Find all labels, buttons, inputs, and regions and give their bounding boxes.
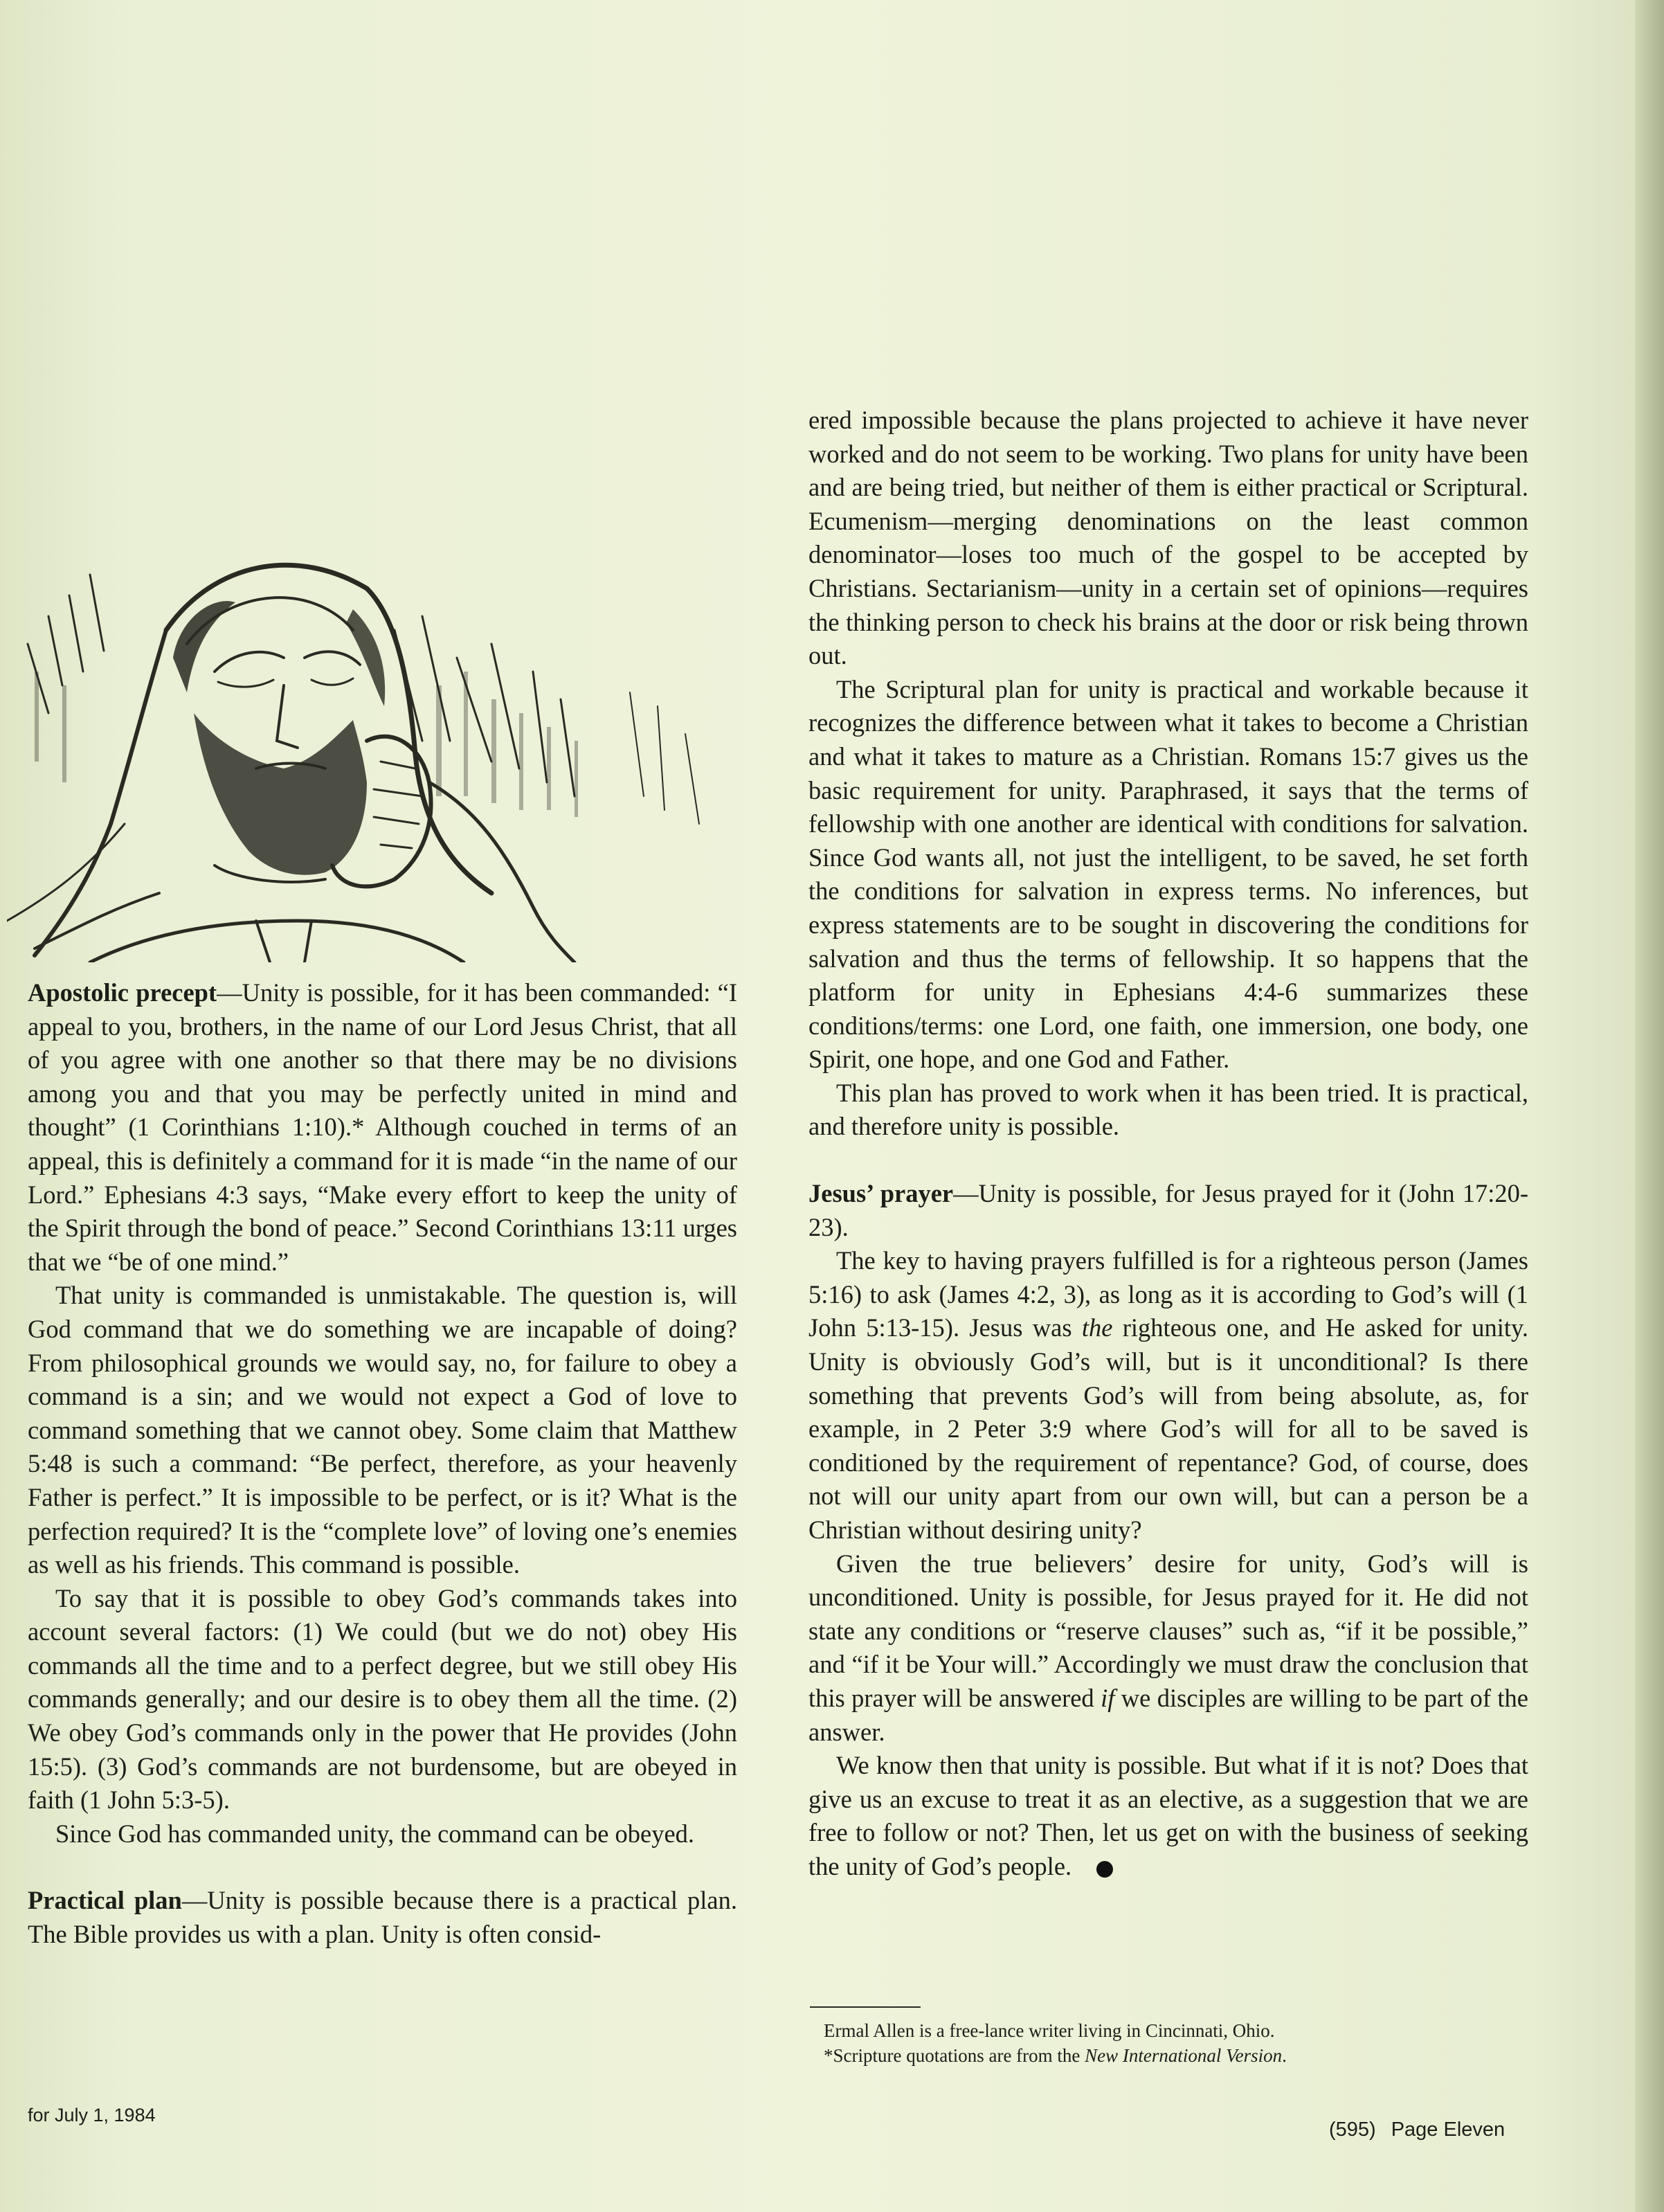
paragraph: This plan has proved to work when it has been tried. It is practical, and therefore unity is possible. bbox=[808, 1078, 1528, 1141]
bleed-through-byline bbox=[588, 312, 934, 346]
page-number bbox=[1329, 2119, 1520, 2141]
paragraph bbox=[28, 1884, 737, 1951]
paragraph-text: The key to having prayers fulfilled is for a righteous person (James 5:16) to ask (James 4:2, 3), as long as it is according to God’s will (1 John 5:13-15). Jesus was bbox=[808, 1246, 1528, 1342]
note-text: *Scripture quotations are from the bbox=[824, 2045, 1085, 2066]
emphasis: if bbox=[1101, 1683, 1115, 1712]
left-column bbox=[28, 976, 737, 1952]
paragraph: That unity is commanded is unmistakable. The question is, will God command that we do something we are incapable of doing? From philosophical grounds we would say, no, for failure to obey a command is a sin; and we would not expect a God of love to command something that we cannot obey. Some claim that Matthew 5:48 is such a command: “Be perfect, therefore, as your heavenly Father is perfect.” It is impossible to be perfect, or is it? What is the perfection required? It is the “complete love” of loving one’s enemies as well as his friends. This command is possible. bbox=[28, 1281, 737, 1579]
paragraph: Since God has commanded unity, the command can be obeyed. bbox=[55, 1819, 695, 1848]
issue-date: for July 1, 1984 bbox=[28, 2105, 156, 2125]
paragraph bbox=[808, 1244, 1528, 1547]
praying-figure-illustration bbox=[7, 533, 775, 962]
paragraph bbox=[808, 1749, 1528, 1883]
paragraph-text: Given the true believers’ desire for unity, God’s will is unconditioned. Unity is possible, for Jesus prayed for it. He did not state any conditions or “reserve clauses” such as, “if it be possible,” and “if it be Your will.” Accordingly we must draw the conclusion that this prayer will be answered bbox=[808, 1549, 1528, 1712]
paragraph-text: righteous one, and He asked for unity. Unity is obviously God’s will, but is it unconditional? Is there something that prevents God’s will from being absolute, as, for example, in 2 Peter 3:9 where God’s will for all to be saved is conditioned by the requirement of repentance? God, of course, does not will our unity apart from our own will, but can a person be a Christian without desiring unity? bbox=[808, 1313, 1528, 1544]
paragraph-text: —Unity is possible, for Jesus prayed for it (John 17:20-23). bbox=[808, 1179, 1528, 1241]
bleed-through-subtitle bbox=[346, 208, 1246, 263]
page-spine-edge bbox=[1635, 0, 1664, 2212]
bleed-through-title bbox=[83, 48, 1191, 132]
paragraph-text: We know then that unity is possible. But what if it is not? Does that give us an excuse to treat it as an elective, as a suggestion that we are free to follow or not? Then, let us get on with the business of seeking the unity of God’s people. bbox=[808, 1751, 1528, 1880]
emphasis: the bbox=[1081, 1313, 1113, 1342]
scripture-note bbox=[824, 2043, 1516, 2068]
paragraph: To say that it is possible to obey God’s commands takes into account several factors: (1) We could (but we do not) obey His commands all the time and to a perfect degree, but we still obey His commands generally; and our desire is to obey them all the time. (2) We obey God’s commands only in the power that He provides (John 15:5). (3) God’s commands are not burdensome, but are obeyed in faith (1 John 5:3-5). bbox=[28, 1583, 737, 1815]
paragraph bbox=[808, 1547, 1528, 1750]
footnote-divider bbox=[810, 2006, 921, 2008]
section-lead: Apostolic precept bbox=[28, 978, 217, 1007]
paragraph-text: —Unity is possible, for it has been commanded: “I appeal to you, brothers, in the name of our Lord Jesus Christ, that all of you agree with one another so that there may be no divisions among you and that you may be perfectly united in mind and thought” (1 Corinthians 1:10).* Although couched in terms of an appeal, this is definitely a command for it is made “in the name of our Lord.” Ephesians 4:3 says, “Make every effort to keep the unity of the Spirit through the bond of peace.” Second Corinthians 13:11 urges that we “be of one mind.” bbox=[28, 978, 738, 1276]
end-bullet-icon bbox=[1096, 1861, 1113, 1878]
section-lead: Jesus’ prayer bbox=[808, 1179, 954, 1208]
paragraph bbox=[28, 976, 737, 1279]
paragraph: The Scriptural plan for unity is practical and workable because it recognizes the difference between what it takes to become a Christian and what it takes to mature as a Christian. Romans 15:7 gives us the basic requirement for unity. Paraphrased, it says that the terms of fellowship with one another are identical with conditions for salvation. Since God wants all, not just the intelligent, to be saved, he set forth the conditions for salvation in express terms. No inferences, but express statements are to be sought in discovering the conditions for salvation and thus the terms of fellowship. It so happens that the platform for unity in Ephesians 4:4-6 summarizes these conditions/terms: one Lord, one faith, one immersion, one body, one Spirit, one hope, and one God and Father. bbox=[808, 674, 1528, 1074]
paragraph-text: —Unity is possible because there is a practical plan. The Bible provides us with a plan. Unity is often consid- bbox=[28, 1886, 737, 1949]
note-text: . bbox=[1282, 2045, 1287, 2066]
page-label: Page Eleven bbox=[1391, 2119, 1505, 2141]
note-emphasis: New International Version bbox=[1085, 2045, 1283, 2066]
paragraph: ered impossible because the plans projected to achieve it have never worked and do not seem to be working. Two plans for unity have been and are being tried, but neither of them is either practical or Scriptural. Ecumenism—merging denominations on the least common denominator—loses too much of the gospel to be accepted by Christians. Sectarianism—unity in a certain set of opinions—requires the thinking person to check his brains at the door or risk being thrown out. bbox=[808, 406, 1528, 670]
paragraph bbox=[808, 1177, 1528, 1244]
right-column bbox=[808, 404, 1528, 1884]
footnotes bbox=[824, 2018, 1516, 2068]
paragraph-text: we disciples are willing to be part of the answer. bbox=[808, 1683, 1529, 1746]
page-code: (595) bbox=[1329, 2119, 1376, 2141]
author-note: Ermal Allen is a free-lance writer living in Cincinnati, Ohio. bbox=[824, 2020, 1275, 2041]
section-lead: Practical plan bbox=[28, 1886, 182, 1915]
